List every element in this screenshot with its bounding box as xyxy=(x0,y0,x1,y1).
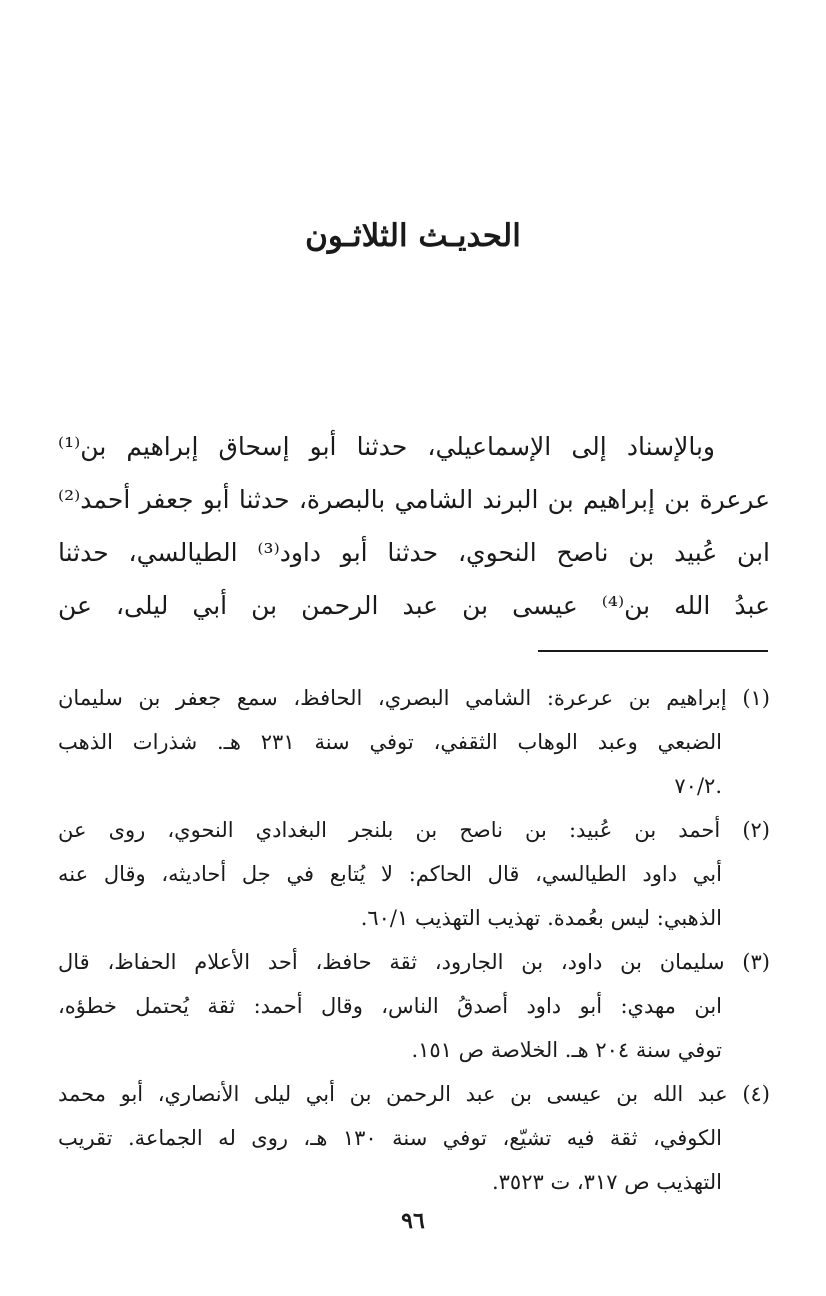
body-line: عرعرة بن إبراهيم بن البرند الشامي بالبصرة، حدثنا أبو جعفر أحمد⁽²⁾ xyxy=(58,485,770,514)
footnote-1 xyxy=(58,676,770,808)
footnotes xyxy=(58,676,770,1204)
footnote-line: (٣) سليمان بن داود، بن الجارود، ثقة حافظ، أحد الأعلام الحفاظ، قال xyxy=(58,950,770,974)
footnote-line: (٤) عبد الله بن عيسى بن عبد الرحمن بن أبي ليلى الأنصاري، أبو محمد xyxy=(58,1082,770,1106)
chapter-title: الحديـث الثلاثـون xyxy=(305,218,521,254)
body-text xyxy=(58,420,770,632)
body-line: ابن عُبيد بن ناصح النحوي، حدثنا أبو داود⁽³⁾ الطيالسي، حدثنا xyxy=(58,538,770,567)
body-line: وبالإسناد إلى الإسماعيلي، حدثنا أبو إسحاق إبراهيم بن⁽¹⁾ xyxy=(58,432,715,461)
footnote-line: توفي سنة ٢٠٤ هـ. الخلاصة ص ١٥١. xyxy=(411,1038,722,1062)
footnote-line: الكوفي، ثقة فيه تشيّع، توفي سنة ١٣٠ هـ، روى له الجماعة. تقريب xyxy=(58,1126,722,1150)
footnote-line: .٧٠/٢ xyxy=(674,774,722,798)
footnote-separator xyxy=(538,650,768,652)
footnote-line: أبي داود الطيالسي، قال الحاكم: لا يُتابع في جل أحاديثه، وقال عنه xyxy=(58,862,722,886)
footnote-line: الذهبي: ليس بعُمدة. تهذيب التهذيب ٦٠/١. xyxy=(360,906,722,930)
page-number: ٩٦ xyxy=(401,1208,425,1234)
footnote-4 xyxy=(58,1072,770,1204)
footnote-line: (١) إبراهيم بن عرعرة: الشامي البصري، الحافظ، سمع جعفر بن سليمان xyxy=(58,686,770,710)
body-line: عبدُ الله بن⁽⁴⁾ عيسى بن عبد الرحمن بن أبي ليلى، عن xyxy=(58,591,770,620)
footnote-line: الضبعي وعبد الوهاب الثقفي، توفي سنة ٢٣١ هـ. شذرات الذهب xyxy=(58,730,722,754)
footnote-line: التهذيب ص ٣١٧، ت ٣٥٢٣. xyxy=(491,1170,722,1194)
footnote-2 xyxy=(58,808,770,940)
footnote-line: (٢) أحمد بن عُبيد: بن ناصح بن بلنجر البغدادي النحوي، روى عن xyxy=(58,818,770,842)
footnote-3 xyxy=(58,940,770,1072)
footnote-line: ابن مهدي: أبو داود أصدقُ الناس، وقال أحمد: ثقة يُحتمل خطؤه، xyxy=(58,994,722,1018)
